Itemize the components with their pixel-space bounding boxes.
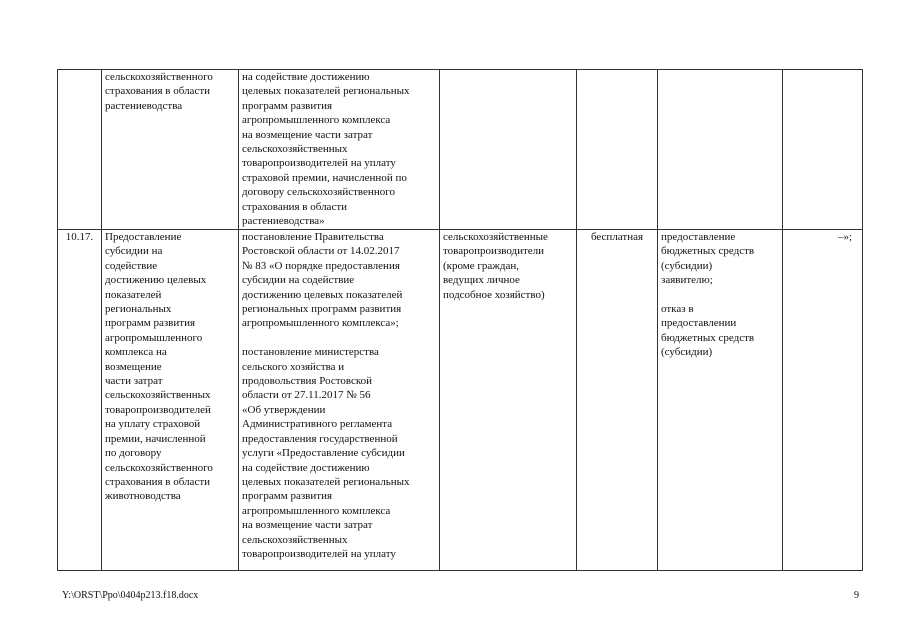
cell-result xyxy=(658,70,783,230)
page-number: 9 xyxy=(854,590,859,601)
cell-legal-basis: на содействие достижению целевых показателей региональных программ развития агропромышленного комплекса на возмещение части затрат сельскохозяйственных товаропроизводителей на уплату страховой премии, начисленной по договору сельскохозяйственного страхования в области растениеводства» xyxy=(239,70,440,230)
cell-note: –»; xyxy=(783,230,863,571)
cell-fee: бесплатная xyxy=(577,230,658,571)
cell-legal-basis: постановление Правительства Ростовской области от 14.02.2017 № 83 «О порядке предоставления субсидии на содействие достижению целевых показателей региональных программ развития агропромышленного комплекса»; постановление министерства сельского хозяйства и продовольствия Ростовской области от 27.11.2017 № 56 «Об утверждении Административного регламента предоставления государственной услуги «Предоставление субсидии на содействие достижению целевых показателей региональных программ развития агропромышленного комплекса на возмещение части затрат сельскохозяйственных товаропроизводителей на уплату xyxy=(239,230,440,571)
cell-number: 10.17. xyxy=(58,230,102,571)
cell-fee xyxy=(577,70,658,230)
cell-number xyxy=(58,70,102,230)
services-table xyxy=(57,69,863,571)
cell-applicants xyxy=(440,70,577,230)
table-row xyxy=(58,70,863,230)
table-row xyxy=(58,230,863,571)
cell-service-name: Предоставление субсидии на содействие достижению целевых показателей региональных программ развития агропромышленного комплекса на возмещение части затрат сельскохозяйственных товаропроизводителей на уплату страховой премии, начисленной по договору сельскохозяйственного страхования в области животноводства xyxy=(102,230,239,571)
cell-service-name: сельскохозяйственного страхования в области растениеводства xyxy=(102,70,239,230)
cell-result: предоставление бюджетных средств (субсидии) заявителю; отказ в предоставлении бюджетных средств (субсидии) xyxy=(658,230,783,571)
footer-file-path: Y:\ORST\Ppo\0404p213.f18.docx xyxy=(62,590,199,601)
cell-applicants: сельскохозяйственные товаропроизводители (кроме граждан, ведущих личное подсобное хозяйство) xyxy=(440,230,577,571)
cell-note xyxy=(783,70,863,230)
